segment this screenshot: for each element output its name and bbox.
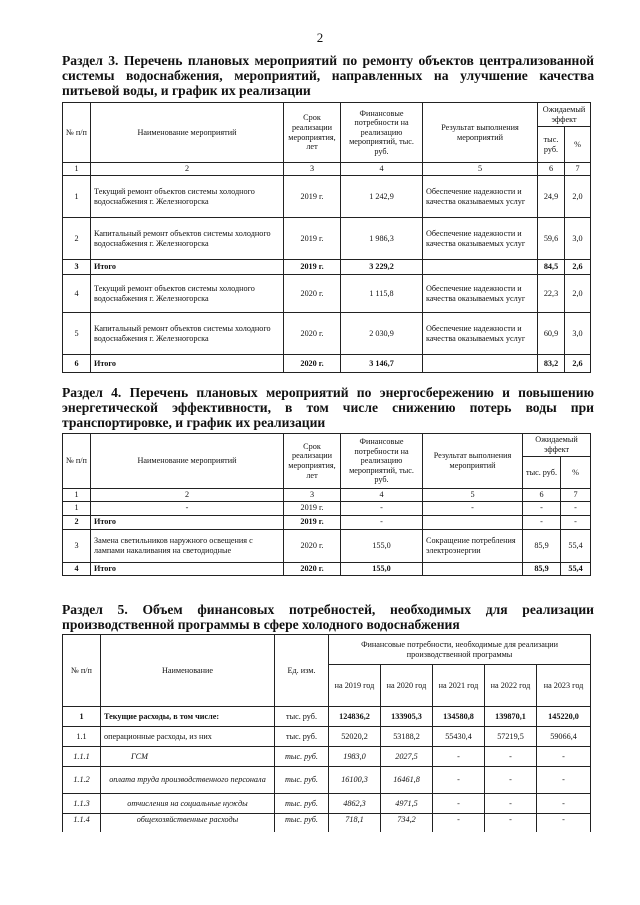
- row-value: -: [485, 794, 537, 814]
- header-name: Наименование мероприятий: [91, 103, 284, 163]
- row-rub: 83,2: [538, 355, 565, 373]
- table-row-total: [63, 515, 591, 529]
- row-value: -: [485, 767, 537, 794]
- row-name: Замена светильников наружного освещения с лампами накаливания на светодиодные: [91, 529, 284, 562]
- header-term: Срок реализации мероприятия, лет: [284, 434, 341, 489]
- row-name: Итого: [91, 515, 284, 529]
- row-value: 134580,8: [433, 707, 485, 727]
- row-num: 1.1: [63, 727, 101, 747]
- header-num: № п/п: [63, 635, 101, 707]
- row-pct: 2,6: [565, 355, 591, 373]
- row-value: -: [537, 747, 591, 767]
- table-row: [63, 747, 591, 767]
- row-name: -: [91, 501, 284, 515]
- header-name: Наименование: [101, 635, 275, 707]
- row-term: 2019 г.: [284, 260, 341, 275]
- header-year: на 2019 год: [329, 665, 381, 707]
- row-value: 734,2: [381, 814, 433, 832]
- col-number: 7: [561, 489, 591, 502]
- row-num: 1.1.1: [63, 747, 101, 767]
- header-term: Срок реализации мероприятия, лет: [284, 103, 341, 163]
- row-pct: -: [561, 515, 591, 529]
- row-result: [423, 515, 523, 529]
- row-fin: 155,0: [341, 529, 423, 562]
- table-row-total: [63, 707, 591, 727]
- header-unit: Ед. изм.: [275, 635, 329, 707]
- table-row: [63, 218, 591, 260]
- page-number: 2: [316, 30, 324, 45]
- row-fin: -: [341, 515, 423, 529]
- header-year: на 2023 год: [537, 665, 591, 707]
- row-num: 6: [63, 355, 91, 373]
- col-number: 6: [523, 489, 561, 502]
- header-effect-pct: %: [565, 127, 591, 163]
- row-name: Итого: [91, 355, 284, 373]
- col-number: 6: [538, 163, 565, 176]
- row-unit: тыс. руб.: [275, 727, 329, 747]
- row-value: 145220,0: [537, 707, 591, 727]
- header-year: на 2020 год: [381, 665, 433, 707]
- row-fin: 3 146,7: [341, 355, 423, 373]
- row-value: -: [485, 747, 537, 767]
- section5-table: [62, 634, 591, 832]
- table-row-total: [63, 355, 591, 373]
- row-rub: -: [523, 501, 561, 515]
- header-effect-rub: тыс. руб.: [523, 457, 561, 489]
- row-value: 4862,3: [329, 794, 381, 814]
- section3-table: [62, 102, 591, 373]
- header-fin: Финансовые потребности на реализацию мероприятий, тыс. руб.: [341, 434, 423, 489]
- row-name: Капитальный ремонт объектов системы холодного водоснабжения г. Железногорска: [91, 218, 284, 260]
- row-term: 2019 г.: [284, 501, 341, 515]
- row-name: общехозяйственные расходы: [101, 814, 275, 832]
- row-unit: тыс. руб.: [275, 814, 329, 832]
- row-unit: тыс. руб.: [275, 747, 329, 767]
- row-rub: 24,9: [538, 176, 565, 218]
- col-number: 4: [341, 163, 423, 176]
- row-value: -: [485, 814, 537, 832]
- row-name: оплата труда производственного персонала: [101, 767, 275, 794]
- row-rub: 85,9: [523, 562, 561, 575]
- row-value: 133905,3: [381, 707, 433, 727]
- header-effect: Ожидаемый эффект: [523, 434, 591, 457]
- header-effect-pct: %: [561, 457, 591, 489]
- table-row: [63, 529, 591, 562]
- section4-table: [62, 433, 591, 576]
- row-value: 718,1: [329, 814, 381, 832]
- row-result: Сокращение потребления электроэнергии: [423, 529, 523, 562]
- row-num: 1: [63, 707, 101, 727]
- row-num: 1.1.2: [63, 767, 101, 794]
- row-result: [423, 355, 538, 373]
- row-rub: -: [523, 515, 561, 529]
- section5-heading: Раздел 5. Объем финансовых потребностей, необходимых для реализации производственной программы в сфере холодного водоснабжения: [62, 602, 594, 632]
- row-fin: -: [341, 501, 423, 515]
- row-num: 4: [63, 275, 91, 313]
- row-unit: тыс. руб.: [275, 767, 329, 794]
- header-effect: Ожидаемый эффект: [538, 103, 591, 127]
- row-num: 5: [63, 313, 91, 355]
- row-value: -: [433, 747, 485, 767]
- row-result: -: [423, 501, 523, 515]
- row-pct: 55,4: [561, 562, 591, 575]
- col-number: 2: [91, 489, 284, 502]
- row-name: Итого: [91, 260, 284, 275]
- row-value: -: [433, 794, 485, 814]
- row-term: 2020 г.: [284, 275, 341, 313]
- header-fin: Финансовые потребности на реализацию мероприятий, тыс. руб.: [341, 103, 423, 163]
- row-name: отчисления на социальные нужды: [101, 794, 275, 814]
- row-unit: тыс. руб.: [275, 707, 329, 727]
- row-rub: 60,9: [538, 313, 565, 355]
- row-fin: 155,0: [341, 562, 423, 575]
- row-pct: 2,0: [565, 275, 591, 313]
- row-term: 2019 г.: [284, 176, 341, 218]
- row-value: 139870,1: [485, 707, 537, 727]
- row-num: 3: [63, 260, 91, 275]
- row-pct: 3,0: [565, 218, 591, 260]
- row-value: -: [537, 814, 591, 832]
- col-number: 5: [423, 489, 523, 502]
- row-fin: 1 986,3: [341, 218, 423, 260]
- row-value: 53188,2: [381, 727, 433, 747]
- row-term: 2019 г.: [284, 218, 341, 260]
- table-row: [63, 275, 591, 313]
- col-number: 7: [565, 163, 591, 176]
- row-name: Текущий ремонт объектов системы холодного водоснабжения г. Железногорска: [91, 176, 284, 218]
- header-name: Наименование мероприятий: [91, 434, 284, 489]
- row-value: 57219,5: [485, 727, 537, 747]
- section4-heading: Раздел 4. Перечень плановых мероприятий по энергосбережению и повышению энергетической эффективности, в том числе снижению потерь воды при транспортировке, и график их реализации: [62, 385, 594, 430]
- row-result: Обеспечение надежности и качества оказываемых услуг: [423, 275, 538, 313]
- row-fin: 3 229,2: [341, 260, 423, 275]
- row-num: 2: [63, 515, 91, 529]
- table-row: [63, 727, 591, 747]
- table-row-total: [63, 562, 591, 575]
- row-num: 4: [63, 562, 91, 575]
- row-value: -: [537, 767, 591, 794]
- row-name: Текущий ремонт объектов системы холодного водоснабжения г. Железногорска: [91, 275, 284, 313]
- row-num: 1: [63, 176, 91, 218]
- row-num: 2: [63, 218, 91, 260]
- row-result: Обеспечение надежности и качества оказываемых услуг: [423, 218, 538, 260]
- header-fin: Финансовые потребности, необходимые для реализации производственной программы: [329, 635, 591, 665]
- row-result: Обеспечение надежности и качества оказываемых услуг: [423, 176, 538, 218]
- row-name: Капитальный ремонт объектов системы холодного водоснабжения г. Железногорска: [91, 313, 284, 355]
- row-rub: 59,6: [538, 218, 565, 260]
- row-unit: тыс. руб.: [275, 794, 329, 814]
- row-value: -: [537, 794, 591, 814]
- col-number: 5: [423, 163, 538, 176]
- row-num: 1: [63, 501, 91, 515]
- row-rub: 85,9: [523, 529, 561, 562]
- row-value: -: [433, 814, 485, 832]
- table-row: [63, 501, 591, 515]
- row-rub: 84,5: [538, 260, 565, 275]
- col-number: 3: [284, 489, 341, 502]
- row-result: [423, 260, 538, 275]
- row-value: 1983,0: [329, 747, 381, 767]
- col-number: 1: [63, 163, 91, 176]
- section3-heading: Раздел 3. Перечень плановых мероприятий по ремонту объектов централизованной системы водоснабжения, мероприятий, направленных на улучшение качества питьевой воды, и график их реализации: [62, 53, 594, 98]
- header-result: Результат выполнения мероприятий: [423, 434, 523, 489]
- table-row: [63, 814, 591, 832]
- row-pct: 3,0: [565, 313, 591, 355]
- row-pct: 2,0: [565, 176, 591, 218]
- header-result: Результат выполнения мероприятий: [423, 103, 538, 163]
- row-num: 1.1.4: [63, 814, 101, 832]
- row-name: ГСМ: [101, 747, 275, 767]
- col-number: 2: [91, 163, 284, 176]
- row-term: 2020 г.: [284, 313, 341, 355]
- table-row: [63, 794, 591, 814]
- row-value: 124836,2: [329, 707, 381, 727]
- row-value: 59066,4: [537, 727, 591, 747]
- table-row-total: [63, 260, 591, 275]
- row-value: -: [433, 767, 485, 794]
- row-fin: 2 030,9: [341, 313, 423, 355]
- col-number: 4: [341, 489, 423, 502]
- row-rub: 22,3: [538, 275, 565, 313]
- header-effect-rub: тыс. руб.: [538, 127, 565, 163]
- row-pct: 2,6: [565, 260, 591, 275]
- col-number: 3: [284, 163, 341, 176]
- row-fin: 1 242,9: [341, 176, 423, 218]
- row-value: 16100,3: [329, 767, 381, 794]
- row-value: 2027,5: [381, 747, 433, 767]
- row-result: Обеспечение надежности и качества оказываемых услуг: [423, 313, 538, 355]
- table-row: [63, 176, 591, 218]
- row-name: Текущие расходы, в том числе:: [101, 707, 275, 727]
- header-num: № п/п: [63, 434, 91, 489]
- table-row: [63, 313, 591, 355]
- row-term: 2020 г.: [284, 562, 341, 575]
- row-term: 2020 г.: [284, 355, 341, 373]
- row-name: операционные расходы, из них: [101, 727, 275, 747]
- row-num: 1.1.3: [63, 794, 101, 814]
- table-row: [63, 767, 591, 794]
- row-pct: 55,4: [561, 529, 591, 562]
- row-term: 2019 г.: [284, 515, 341, 529]
- row-name: Итого: [91, 562, 284, 575]
- col-number: 1: [63, 489, 91, 502]
- header-year: на 2022 год: [485, 665, 537, 707]
- row-term: 2020 г.: [284, 529, 341, 562]
- header-num: № п/п: [63, 103, 91, 163]
- row-value: 16461,8: [381, 767, 433, 794]
- row-value: 55430,4: [433, 727, 485, 747]
- row-num: 3: [63, 529, 91, 562]
- header-year: на 2021 год: [433, 665, 485, 707]
- row-result: [423, 562, 523, 575]
- row-fin: 1 115,8: [341, 275, 423, 313]
- row-value: 4971,5: [381, 794, 433, 814]
- row-pct: -: [561, 501, 591, 515]
- row-value: 52020,2: [329, 727, 381, 747]
